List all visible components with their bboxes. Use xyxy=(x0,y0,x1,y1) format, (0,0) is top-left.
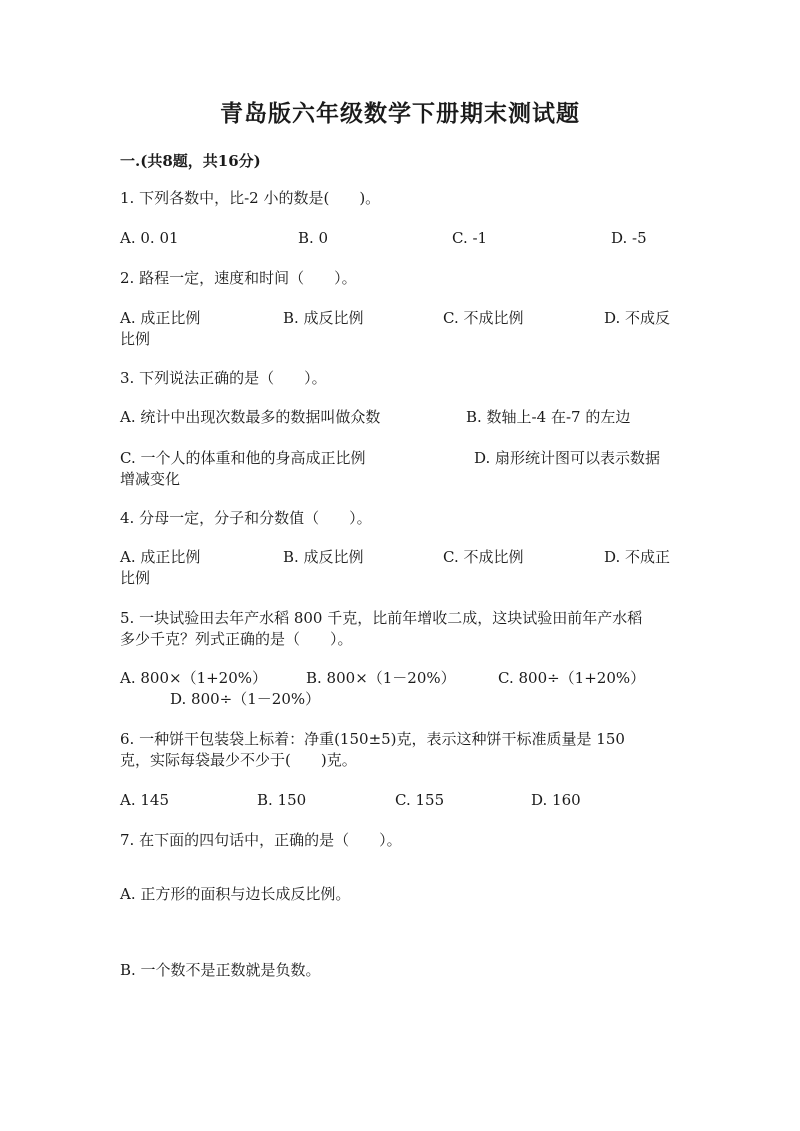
q3-option-d: D. 扇形统计图可以表示数据 xyxy=(474,449,661,467)
q1-option-a: A. 0. 01 xyxy=(120,229,179,247)
q3-option-b: B. 数轴上-4 在-7 的左边 xyxy=(466,408,631,426)
q1-option-d: D. -5 xyxy=(611,229,647,247)
q4-option-c: C. 不成比例 xyxy=(443,548,524,566)
question-6-stem-line-1: 6. 一种饼干包装袋上标着：净重(150±5)克，表示这种饼干标准质量是 150 xyxy=(120,730,625,748)
section-heading: 一.(共8题，共16分) xyxy=(120,152,261,170)
q4-option-d: D. 不成正 xyxy=(604,548,671,566)
q1-option-c: C. -1 xyxy=(452,229,488,247)
q4-option-d-wrap: 比例 xyxy=(120,569,151,587)
question-6-stem-line-2: 克，实际每袋最少不少于( )克。 xyxy=(120,751,357,769)
question-1-stem: 1. 下列各数中，比-2 小的数是( )。 xyxy=(120,189,381,207)
q6-option-d: D. 160 xyxy=(531,791,581,809)
q4-option-a: A. 成正比例 xyxy=(120,548,201,566)
q2-option-c: C. 不成比例 xyxy=(443,309,524,327)
q2-option-d-wrap: 比例 xyxy=(120,330,151,348)
q5-option-c: C. 800÷（1+20%） xyxy=(498,669,646,687)
q4-option-b: B. 成反比例 xyxy=(283,548,364,566)
q3-option-a: A. 统计中出现次数最多的数据叫做众数 xyxy=(120,408,381,426)
q1-option-b: B. 0 xyxy=(298,229,329,247)
q5-option-d: D. 800÷（1－20%） xyxy=(170,690,321,708)
page-title: 青岛版六年级数学下册期末测试题 xyxy=(220,100,580,127)
q6-option-b: B. 150 xyxy=(257,791,307,809)
question-7-stem: 7. 在下面的四句话中，正确的是（ ）。 xyxy=(120,831,402,849)
question-3-stem: 3. 下列说法正确的是（ ）。 xyxy=(120,369,327,387)
question-2-stem: 2. 路程一定，速度和时间（ ）。 xyxy=(120,269,357,287)
question-5-stem-line-2: 多少千克？列式正确的是（ ）。 xyxy=(120,630,353,648)
q2-option-d: D. 不成反 xyxy=(604,309,671,327)
question-5-stem-line-1: 5. 一块试验田去年产水稻 800 千克，比前年增收二成，这块试验田前年产水稻 xyxy=(120,609,643,627)
q6-option-c: C. 155 xyxy=(395,791,445,809)
question-4-stem: 4. 分母一定，分子和分数值（ ）。 xyxy=(120,509,372,527)
q7-option-a: A. 正方形的面积与边长成反比例。 xyxy=(120,885,351,903)
q5-option-b: B. 800×（1－20%） xyxy=(306,669,456,687)
q3-option-c: C. 一个人的体重和他的身高成正比例 xyxy=(120,449,366,467)
q5-option-a: A. 800×（1+20%） xyxy=(120,669,268,687)
q6-option-a: A. 145 xyxy=(120,791,169,809)
q3-option-d-wrap: 增减变化 xyxy=(120,470,181,488)
q2-option-a: A. 成正比例 xyxy=(120,309,201,327)
q7-option-b: B. 一个数不是正数就是负数。 xyxy=(120,961,321,979)
q2-option-b: B. 成反比例 xyxy=(283,309,364,327)
